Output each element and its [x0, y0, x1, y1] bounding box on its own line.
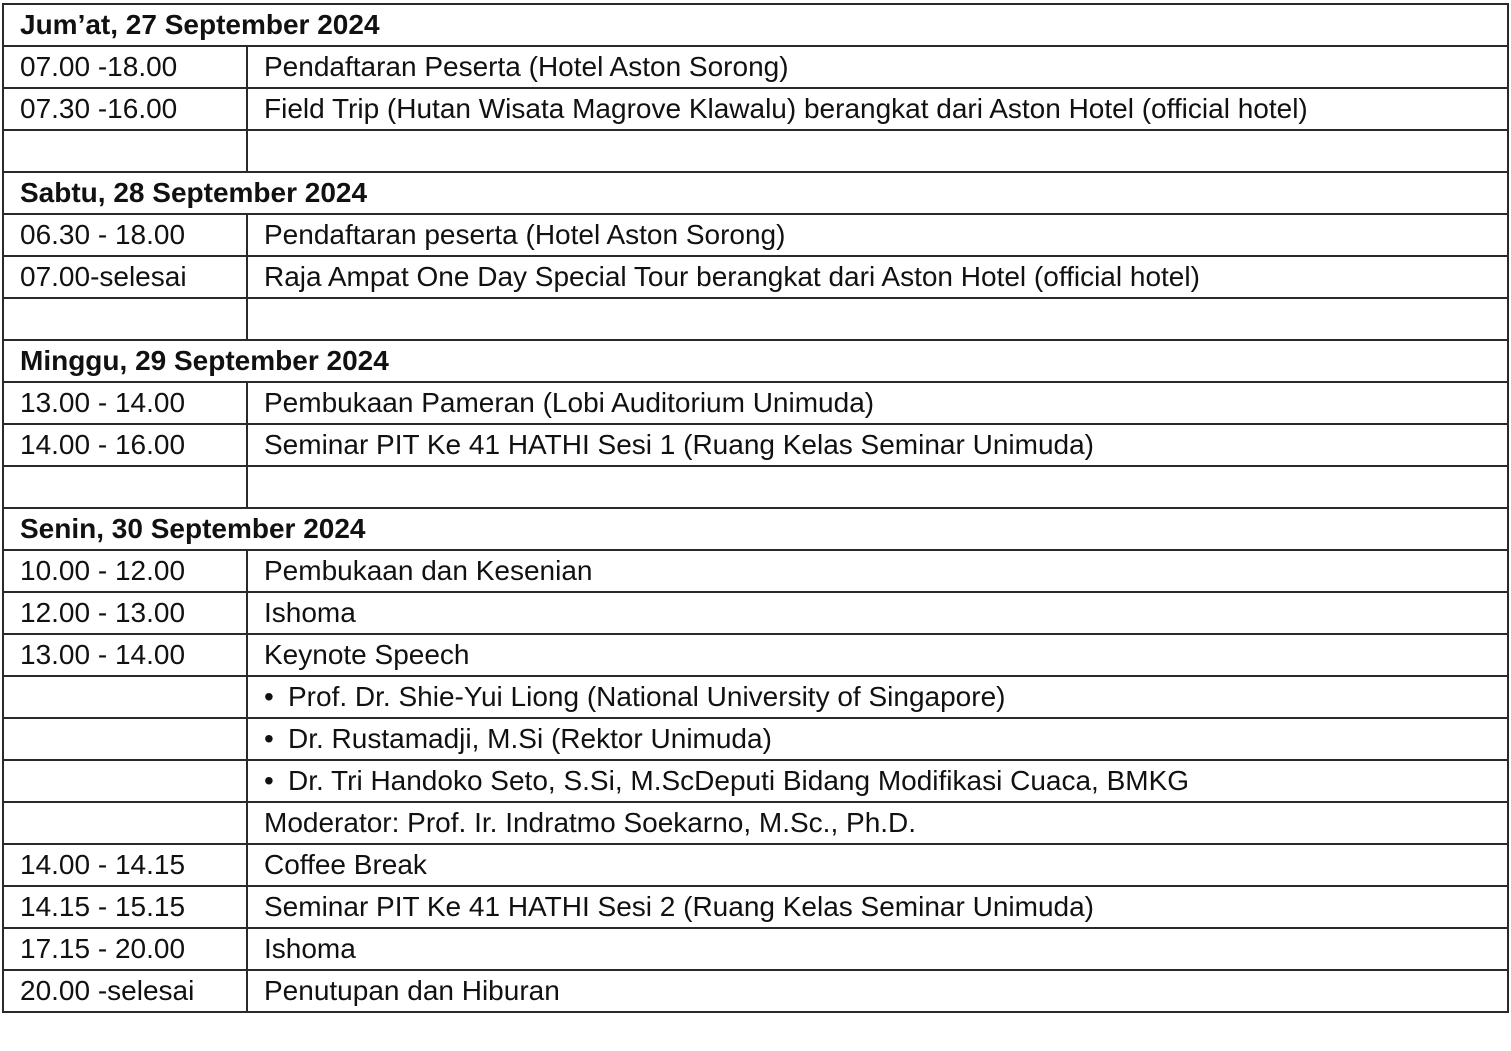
time-cell: 07.00-selesai — [3, 256, 247, 298]
day-title: Senin, 30 September 2024 — [3, 508, 1508, 550]
activity-cell — [247, 550, 1508, 592]
activity-cell — [247, 424, 1508, 466]
schedule-row — [3, 256, 1508, 298]
activity-text: Raja Ampat One Day Special Tour berangkat dari Aston Hotel (official hotel) — [264, 261, 1200, 292]
day-header-row — [3, 508, 1508, 550]
bullet-icon: • — [264, 765, 274, 796]
time-cell: 20.00 -selesai — [3, 970, 247, 1012]
activity-text: Moderator: Prof. Ir. Indratmo Soekarno, M.Sc., Ph.D. — [264, 807, 917, 838]
activity-text: Coffee Break — [264, 849, 427, 880]
activity-cell — [247, 718, 1508, 760]
bullet-icon: • — [264, 681, 274, 712]
activity-cell — [247, 46, 1508, 88]
day-title: Minggu, 29 September 2024 — [3, 340, 1508, 382]
schedule-row — [3, 88, 1508, 130]
activity-cell — [247, 88, 1508, 130]
activity-cell — [247, 130, 1508, 172]
activity-cell — [247, 592, 1508, 634]
activity-text: Pembukaan dan Kesenian — [264, 555, 593, 586]
activity-cell — [247, 802, 1508, 844]
time-cell — [3, 718, 247, 760]
activity-cell — [247, 760, 1508, 802]
time-cell: 06.30 - 18.00 — [3, 214, 247, 256]
activity-cell — [247, 928, 1508, 970]
activity-cell — [247, 970, 1508, 1012]
activity-cell — [247, 634, 1508, 676]
time-cell — [3, 676, 247, 718]
time-cell — [3, 298, 247, 340]
schedule-row — [3, 592, 1508, 634]
time-cell — [3, 130, 247, 172]
schedule-row — [3, 46, 1508, 88]
activity-cell — [247, 382, 1508, 424]
time-cell — [3, 802, 247, 844]
schedule-row — [3, 718, 1508, 760]
activity-cell — [247, 298, 1508, 340]
time-cell — [3, 760, 247, 802]
schedule-row — [3, 676, 1508, 718]
time-cell: 13.00 - 14.00 — [3, 382, 247, 424]
bullet-icon: • — [264, 723, 274, 754]
time-cell: 07.30 -16.00 — [3, 88, 247, 130]
time-cell: 10.00 - 12.00 — [3, 550, 247, 592]
time-cell: 17.15 - 20.00 — [3, 928, 247, 970]
day-header-row — [3, 340, 1508, 382]
schedule-row — [3, 886, 1508, 928]
schedule-row — [3, 802, 1508, 844]
schedule-row — [3, 844, 1508, 886]
schedule-table — [2, 3, 1509, 1013]
activity-cell — [247, 676, 1508, 718]
activity-text: Pendaftaran Peserta (Hotel Aston Sorong) — [264, 51, 789, 82]
time-cell: 14.00 - 14.15 — [3, 844, 247, 886]
day-header-row — [3, 172, 1508, 214]
schedule-row — [3, 634, 1508, 676]
time-cell: 12.00 - 13.00 — [3, 592, 247, 634]
activity-text: Pendaftaran peserta (Hotel Aston Sorong) — [264, 219, 786, 250]
schedule-row — [3, 298, 1508, 340]
activity-cell — [247, 256, 1508, 298]
time-cell: 13.00 - 14.00 — [3, 634, 247, 676]
time-cell — [3, 466, 247, 508]
schedule-row — [3, 382, 1508, 424]
schedule-row — [3, 424, 1508, 466]
schedule-row — [3, 550, 1508, 592]
time-cell: 14.00 - 16.00 — [3, 424, 247, 466]
activity-text: Field Trip (Hutan Wisata Magrove Klawalu) berangkat dari Aston Hotel (official hotel) — [264, 93, 1308, 124]
activity-cell — [247, 886, 1508, 928]
schedule-row — [3, 928, 1508, 970]
activity-text: Keynote Speech — [264, 639, 470, 670]
schedule-row — [3, 214, 1508, 256]
activity-text: Dr. Rustamadji, M.Si (Rektor Unimuda) — [288, 723, 772, 754]
schedule-row — [3, 130, 1508, 172]
activity-text: Dr. Tri Handoko Seto, S.Si, M.ScDeputi Bidang Modifikasi Cuaca, BMKG — [288, 765, 1190, 796]
activity-cell — [247, 844, 1508, 886]
activity-text: Prof. Dr. Shie-Yui Liong (National University of Singapore) — [288, 681, 1006, 712]
activity-text: Ishoma — [264, 933, 356, 964]
schedule-row — [3, 970, 1508, 1012]
day-header-row — [3, 4, 1508, 46]
schedule-table-body — [3, 4, 1508, 1012]
time-cell: 07.00 -18.00 — [3, 46, 247, 88]
activity-text: Seminar PIT Ke 41 HATHI Sesi 1 (Ruang Kelas Seminar Unimuda) — [264, 429, 1094, 460]
day-title: Sabtu, 28 September 2024 — [3, 172, 1508, 214]
day-title: Jum’at, 27 September 2024 — [3, 4, 1508, 46]
activity-cell — [247, 214, 1508, 256]
schedule-row — [3, 760, 1508, 802]
time-cell: 14.15 - 15.15 — [3, 886, 247, 928]
activity-text: Pembukaan Pameran (Lobi Auditorium Unimuda) — [264, 387, 875, 418]
schedule-row — [3, 466, 1508, 508]
activity-text: Ishoma — [264, 597, 356, 628]
activity-text: Penutupan dan Hiburan — [264, 975, 560, 1006]
activity-text: Seminar PIT Ke 41 HATHI Sesi 2 (Ruang Kelas Seminar Unimuda) — [264, 891, 1094, 922]
activity-cell — [247, 466, 1508, 508]
